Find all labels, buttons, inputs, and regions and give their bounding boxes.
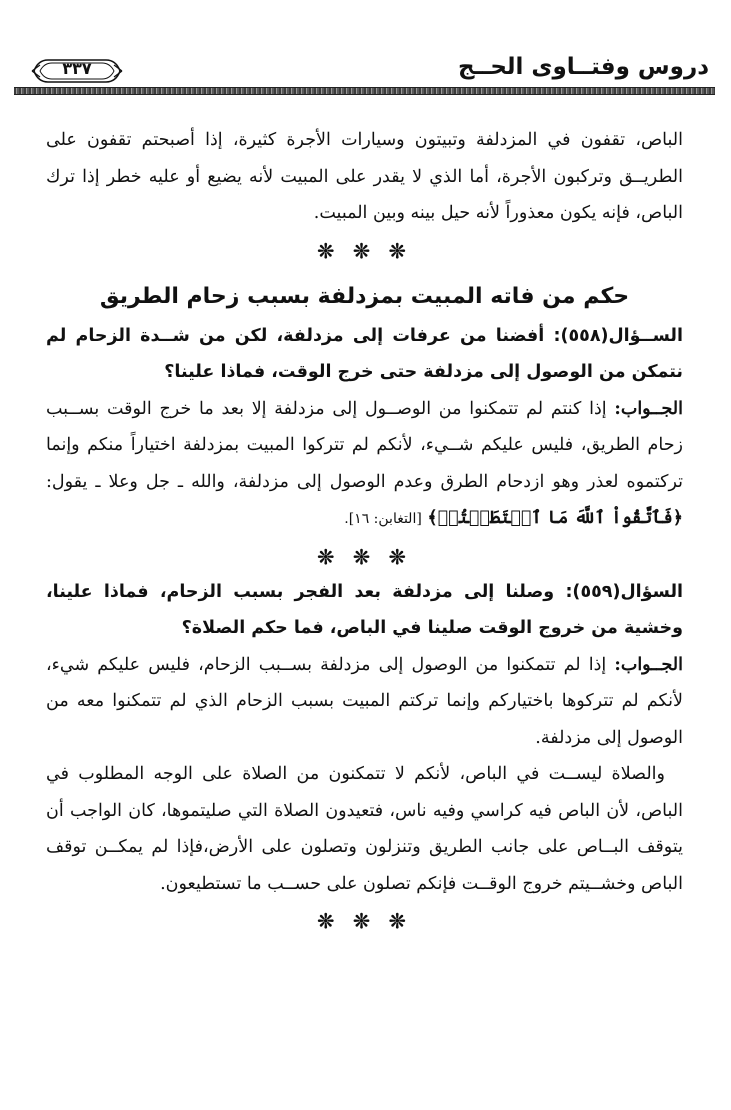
question-559: [46, 574, 683, 647]
book-title: دروس وفتــاوى الحــج: [458, 54, 709, 80]
question-text: أفضنا من عرفات إلى مزدلفة، لكن من شــدة الزحام لم نتمكن من الوصول إلى مزدلفة حتى خرج الوقت، فماذا علينا؟: [46, 325, 683, 382]
intro-paragraph: الباص، تقفون في المزدلفة وتبيتون وسيارات الأجرة كثيرة، إذا أصبحتم تقفون على الطريــق وتركبون الأجرة، أما الذي لا يقدر على المبيت لأنه يضيع أو عليه خطر إذا ترك الباص، فإنه يكون معذوراً لأنه حيل بينه وبين المبيت.: [46, 130, 683, 223]
quran-reference: [التغابن: ١٦].: [344, 511, 422, 527]
section-separator: ❊ ❊ ❊: [317, 238, 412, 263]
question-label: الســؤال(٥٥٨):: [553, 325, 683, 346]
answer-559: [46, 647, 683, 757]
answer-label: الجــواب:: [614, 654, 683, 675]
page-header: [14, 50, 715, 94]
section-separator: ❊ ❊ ❊: [317, 544, 412, 569]
section-separator: ❊ ❊ ❊: [317, 909, 412, 933]
page-number: ٣٣٧: [62, 59, 92, 78]
section-heading: حكم من فاته المبيت بمزدلفة بسبب زحام الطريق: [99, 283, 630, 309]
answer-558: [46, 391, 683, 538]
header-rule: [14, 87, 715, 95]
question-label: السؤال(٥٥٩):: [565, 581, 684, 602]
answer-559-continued: والصلاة ليســت في الباص، لأنكم لا تتمكنون من الصلاة على الوجه المطلوب في الباص، لأن الباص فيه كراسي وفيه ناس، فتعيدون الصلاة التي صليتموها، كان الواجب أن يتوقف البــاص على جانب الطريق وتنزلون وتصلون على الأرض،فإذا لم يمكــن توقف الباص وخشــيتم خروج الوقــت فإنكم تصلون على حســب ما تستطيعون.: [46, 764, 683, 894]
answer-text: إذا لم تتمكنوا من الوصول إلى مزدلفة بســبب الزحام، فليس عليكم شيء، لأنكم لم تتركوها باختياركم وإنما تركتم المبيت بسبب الزحام الذي لم تتمكنوا معه من الوصول إلى مزدلفة.: [46, 654, 683, 748]
question-558: [46, 318, 683, 391]
page-number-ornament: [30, 56, 124, 86]
quran-verse: ﴿فَٱتَّقُواْ ٱللَّهَ مَا ٱسۡتَطَعۡتُمۡ﴾: [427, 508, 683, 528]
question-text: وصلنا إلى مزدلفة بعد الفجر بسبب الزحام، فماذا علينا، وخشية من خروج الوقت صلينا في الباص، فما حكم الصلاة؟: [46, 581, 683, 638]
answer-label: الجــواب:: [614, 398, 683, 419]
answer-text: إذا كنتم لم تتمكنوا من الوصــول إلى مزدلفة إلا بعد ما خرج الوقت بســبب زحام الطريق، فليس عليكم شــيء، لأنكم لم تتركوا المبيت بمزدلفة اختياراً منكم وإنما تركتموه لعذر وهو ازدحام الطرق وعدم الوصول إلى مزدلفة، والله ـ جل وعلا ـ يقول:: [46, 398, 683, 492]
page-content: [46, 122, 683, 938]
